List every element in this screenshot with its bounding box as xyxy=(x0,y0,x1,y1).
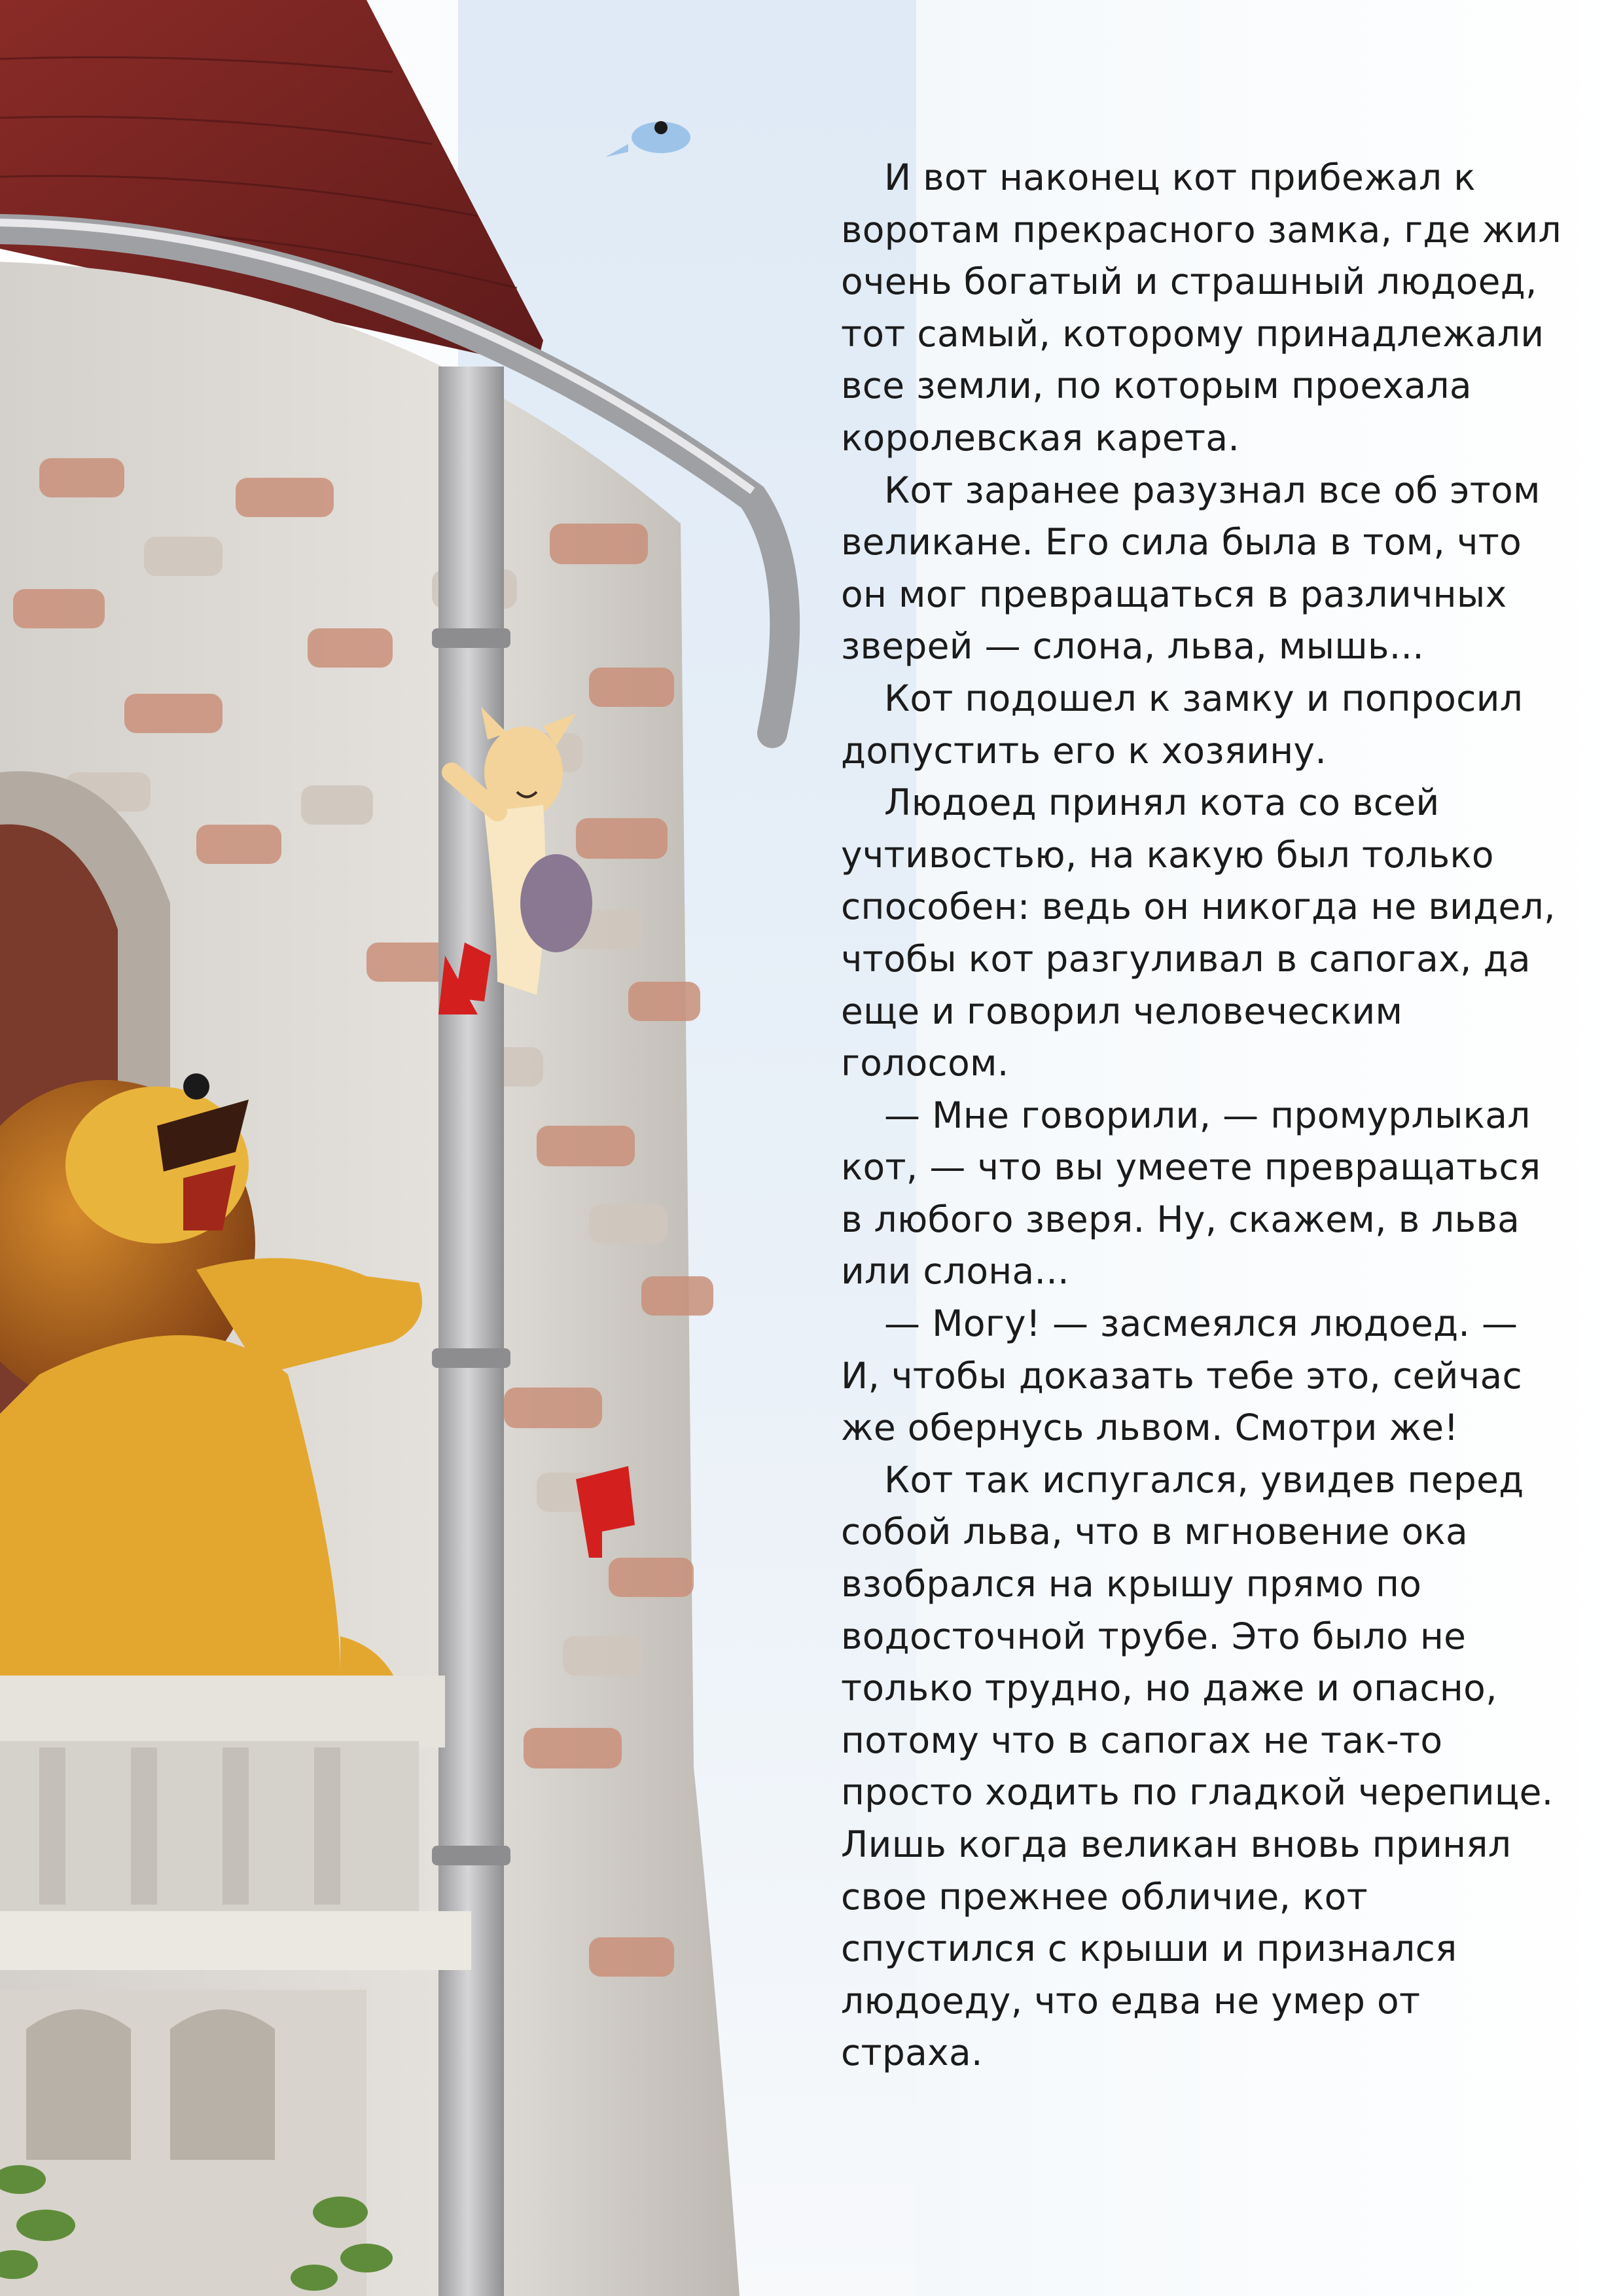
paragraph-6: — Могу! — засмеялся людоед. — И, чтобы доказать тебе это, сейчас же обернусь львом. Смотри же! xyxy=(841,1302,1523,1449)
paragraph-5: — Мне говорили, — промурлыкал кот, — что вы умеете превращаться в любого зверя. Ну, скажем, в льва или слона... xyxy=(841,1094,1541,1293)
paragraph-2: Кот заранее разузнал все об этом великане. Его сила была в том, что он мог превращаться в различных зверей — слона, льва, мышь... xyxy=(841,469,1541,668)
paragraph-1: И вот наконец кот прибежал к воротам прекрасного замка, где жил очень богатый и страшный людоед, тот самый, которому принадлежали все земли, по которым проехала королевская карета. xyxy=(841,156,1561,459)
drainpipe xyxy=(432,367,510,2296)
paragraph-7: Кот так испугался, увидев перед собой льва, что в мгновение ока взобрался на крышу прямо по водосточной трубе. Это было не только трудно, но даже и опасно, потому что в сапогах не так-то просто ходить по гладкой черепице. Лишь когда великан вновь принял свое прежнее обличие, кот спустился с крыши и признался людоеду, что едва не умер от страха. xyxy=(841,1458,1554,2074)
paragraph-4: Людоед принял кота со всей учтивостью, на какую был только способен: ведь он никогда не видел, чтобы кот разгуливал в сапогах, да еще и говорил человеческим голосом. xyxy=(841,781,1556,1085)
story-text xyxy=(841,152,1567,2079)
paragraph-3: Кот подошел к замку и попросил допустить его к хозяину. xyxy=(841,677,1524,772)
bird xyxy=(605,121,690,157)
